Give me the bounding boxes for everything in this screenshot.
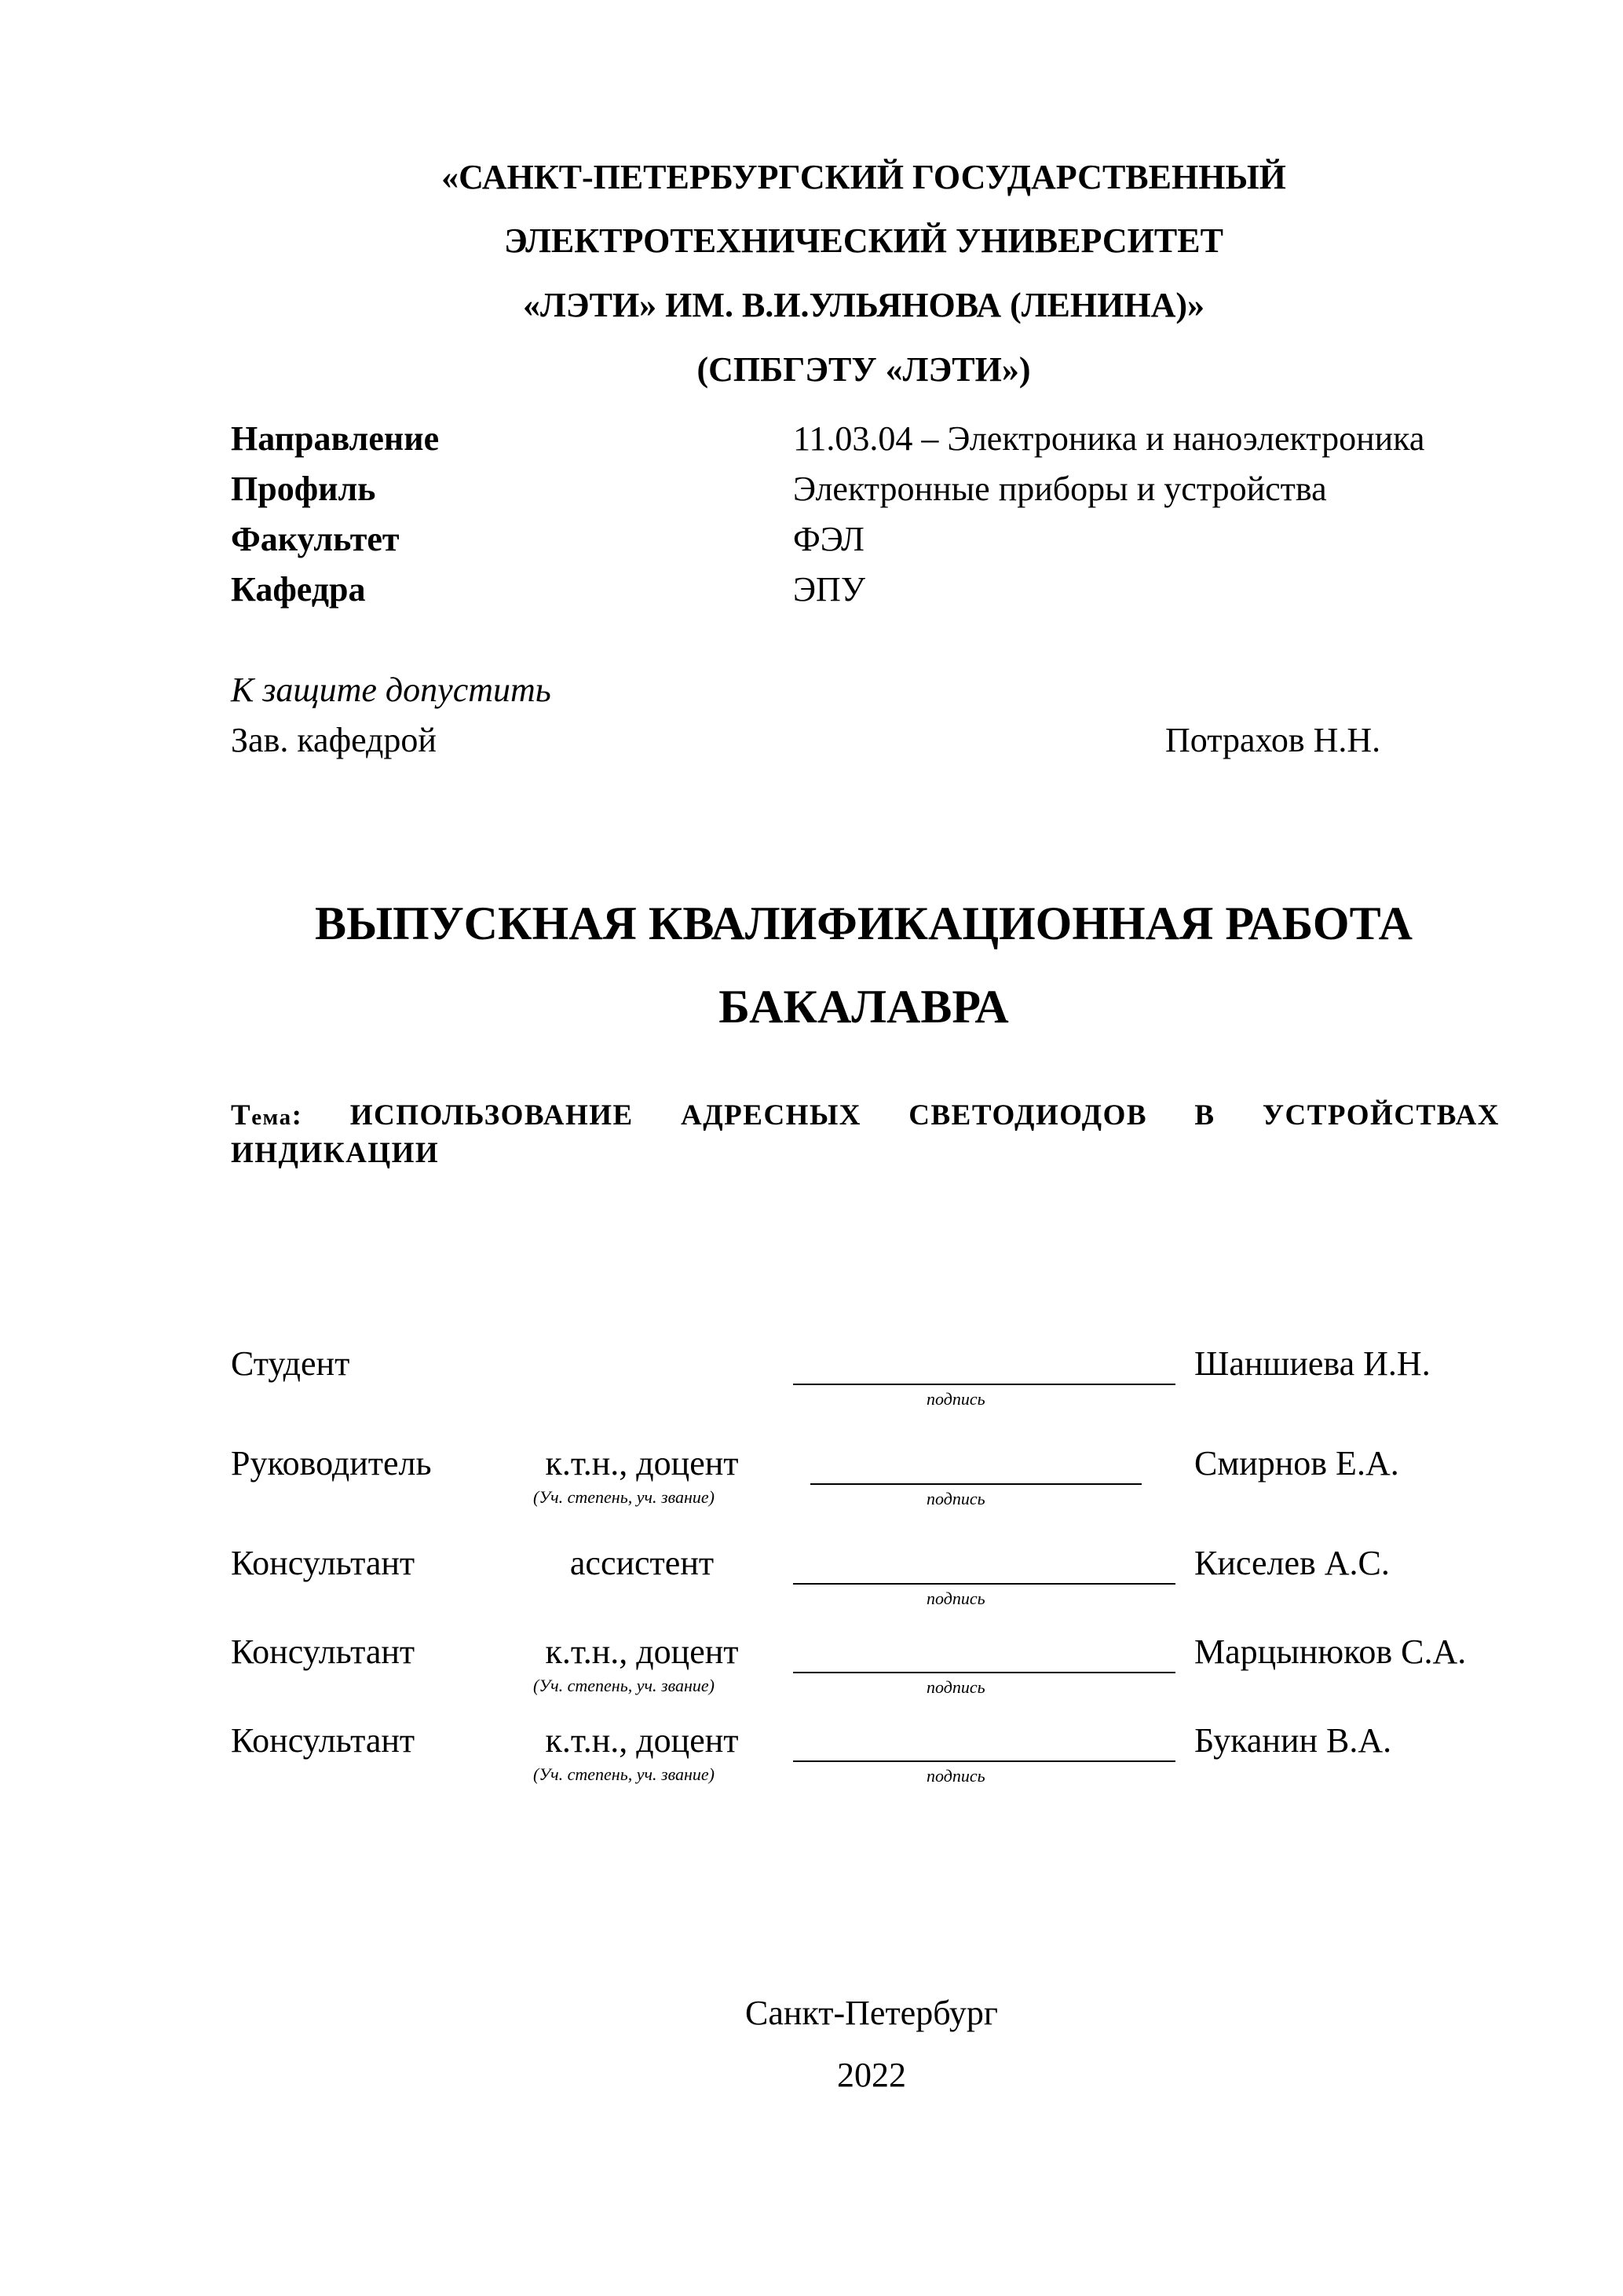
- university-name-line-3: «ЛЭТИ» ИМ. В.И.УЛЬЯНОВА (ЛЕНИНА)»: [522, 286, 1204, 324]
- signature-name-student: Шаншиева И.Н.: [1194, 1344, 1431, 1383]
- university-name-line-1: «САНКТ-ПЕТЕРБУРГСКИЙ ГОСУДАРСТВЕННЫЙ: [441, 158, 1286, 196]
- footer-year: 2022: [837, 2056, 906, 2094]
- degree-caption-consultant-3: (Уч. степень, уч. звание): [533, 1764, 715, 1784]
- info-value-direction: 11.03.04 – Электроника и наноэлектроника: [793, 419, 1425, 458]
- signature-name-consultant-2: Марцынюков С.А.: [1194, 1632, 1467, 1671]
- info-value-faculty: ФЭЛ: [793, 520, 865, 558]
- info-label-department: Кафедра: [231, 570, 366, 609]
- thesis-topic: [231, 1098, 1500, 1172]
- signature-caption-consultant-2: подпись: [927, 1677, 985, 1697]
- university-name-line-2: ЭЛЕКТРОТЕХНИЧЕСКИЙ УНИВЕРСИТЕТ: [504, 221, 1223, 260]
- university-abbreviation: (СПБГЭТУ «ЛЭТИ»): [696, 350, 1031, 389]
- info-value-department: ЭПУ: [793, 570, 865, 609]
- degree-caption-supervisor: (Уч. степень, уч. звание): [533, 1487, 715, 1507]
- approval-head-name: Потрахов Н.Н.: [1165, 721, 1381, 759]
- signature-caption-student: подпись: [927, 1389, 985, 1409]
- info-value-profile: Электронные приборы и устройства: [793, 470, 1327, 508]
- signature-degree-consultant-1: ассистент: [569, 1544, 715, 1582]
- signature-line-consultant-3: [793, 1760, 1175, 1762]
- info-label-faculty: Факультет: [231, 520, 400, 558]
- signature-role-consultant-2: Консультант: [231, 1632, 415, 1671]
- topic-text: ИСПОЛЬЗОВАНИЕ АДРЕСНЫХ СВЕТОДИОДОВ В УСТРОЙСТВАХ ИНДИКАЦИИ: [231, 1099, 1501, 1169]
- signature-degree-consultant-3: к.т.н., доцент: [545, 1721, 739, 1760]
- signature-name-consultant-1: Киселев А.С.: [1194, 1544, 1390, 1582]
- signature-role-student: Студент: [231, 1344, 350, 1383]
- signature-caption-consultant-3: подпись: [927, 1766, 985, 1786]
- signature-name-supervisor: Смирнов Е.А.: [1194, 1444, 1399, 1483]
- signature-line-supervisor: [810, 1483, 1142, 1485]
- topic-label-colon: :: [291, 1099, 303, 1132]
- signature-line-student: [793, 1384, 1175, 1385]
- signature-role-consultant-1: Консультант: [231, 1544, 415, 1582]
- topic-label-initial: Т: [231, 1099, 252, 1132]
- thesis-title-line-2: БАКАЛАВРА: [718, 981, 1009, 1033]
- signature-role-supervisor: Руководитель: [231, 1444, 432, 1483]
- thesis-title-line-1: ВЫПУСКНАЯ КВАЛИФИКАЦИОННАЯ РАБОТА: [315, 898, 1413, 949]
- approval-caption: К защите допустить: [231, 671, 551, 709]
- footer-city: Санкт-Петербург: [745, 1994, 998, 2032]
- signature-caption-consultant-1: подпись: [927, 1589, 985, 1608]
- signature-line-consultant-1: [793, 1583, 1175, 1585]
- topic-label-rest: ема: [251, 1105, 292, 1130]
- info-label-direction: Направление: [231, 419, 440, 458]
- signature-role-consultant-3: Консультант: [231, 1721, 415, 1760]
- signature-degree-supervisor: к.т.н., доцент: [545, 1444, 739, 1483]
- signature-caption-supervisor: подпись: [927, 1489, 985, 1508]
- signature-name-consultant-3: Буканин В.А.: [1194, 1721, 1392, 1760]
- info-label-profile: Профиль: [231, 470, 376, 508]
- approval-role: Зав. кафедрой: [231, 721, 437, 759]
- degree-caption-consultant-2: (Уч. степень, уч. звание): [533, 1676, 715, 1695]
- signature-degree-consultant-2: к.т.н., доцент: [545, 1632, 739, 1671]
- signature-line-consultant-2: [793, 1672, 1175, 1673]
